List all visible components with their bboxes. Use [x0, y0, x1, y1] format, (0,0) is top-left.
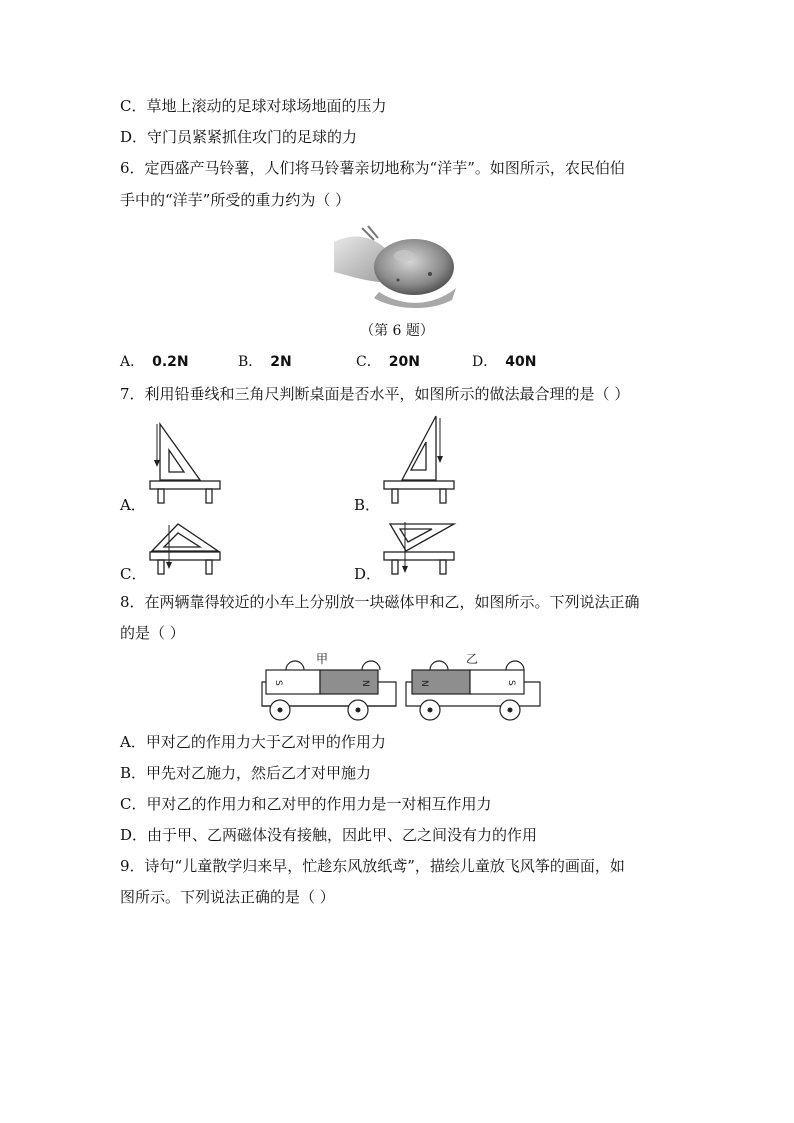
q8-stem-line2: 的是（ ） [120, 624, 185, 642]
q8-option-c: C．甲对乙的作用力和乙对甲的作用力是一对相互作用力 [120, 795, 492, 813]
q8-option-a: A．甲对乙的作用力大于乙对甲的作用力 [120, 733, 386, 751]
q7-label-b: B． [354, 496, 381, 514]
q6-option-a-letter: A． [120, 354, 145, 370]
potato-in-hands-image [334, 222, 464, 306]
q6-option-d-letter: D． [472, 354, 498, 370]
q6-option-b-value: 2N [270, 354, 292, 370]
q6-option-a [120, 352, 189, 372]
q7-figure-b [380, 412, 460, 505]
q7-label-d: D． [354, 565, 382, 583]
q6-stem-line2: 手中的“洋芋”所受的重力约为（ ） [120, 191, 351, 209]
magnet-yi-s-pole: S [506, 680, 516, 686]
q6-stem-line1: 6．定西盛产马铃薯，人们将马铃薯亲切地称为“洋芋”。如图所示，农民伯伯 [120, 159, 625, 177]
q6-option-c-value: 20N [388, 354, 420, 370]
q9-stem-line1: 9．诗句“儿童散学归来早，忙趁东风放纸鸢”，描绘儿童放飞风筝的画面，如 [120, 857, 625, 875]
q6-option-c [356, 352, 420, 372]
q6-option-b-letter: B． [238, 354, 263, 370]
magnet-jia-n-pole: N [360, 680, 370, 687]
q6-option-a-value: 0.2N [152, 354, 189, 370]
q7-figure-c [148, 520, 223, 576]
q6-option-c-letter: C． [356, 354, 381, 370]
magnet-yi-label: 乙 [466, 652, 479, 666]
q6-option-d [472, 352, 536, 372]
q6-option-b [238, 352, 292, 372]
q8-magnet-carts-figure [258, 650, 544, 722]
q7-label-c: C． [120, 565, 147, 583]
q7-figure-a [148, 420, 223, 505]
magnet-jia-s-pole: S [273, 680, 283, 686]
q9-stem-line2: 图所示。下列说法正确的是（ ） [120, 888, 335, 906]
q7-figure-d [380, 520, 460, 576]
q7-stem: 7．利用铅垂线和三角尺判断桌面是否水平，如图所示的做法最合理的是（ ） [120, 385, 630, 403]
q7-label-a: A． [120, 496, 146, 514]
q6-option-d-value: 40N [505, 354, 537, 370]
q8-option-b: B．甲先对乙施力，然后乙才对甲施力 [120, 764, 372, 782]
q5-option-c: C．草地上滚动的足球对球场地面的压力 [120, 97, 387, 115]
q8-option-d: D．由于甲、乙两磁体没有接触，因此甲、乙之间没有力的作用 [120, 826, 538, 844]
q5-option-d: D．守门员紧紧抓住攻门的足球的力 [120, 128, 358, 146]
magnet-jia-label: 甲 [316, 652, 329, 666]
q6-figure-caption: （第 6 题） [360, 323, 434, 339]
q8-stem-line1: 8．在两辆靠得较近的小车上分别放一块磁体甲和乙，如图所示。下列说法正确 [120, 593, 640, 611]
magnet-yi-n-pole: N [419, 680, 429, 687]
